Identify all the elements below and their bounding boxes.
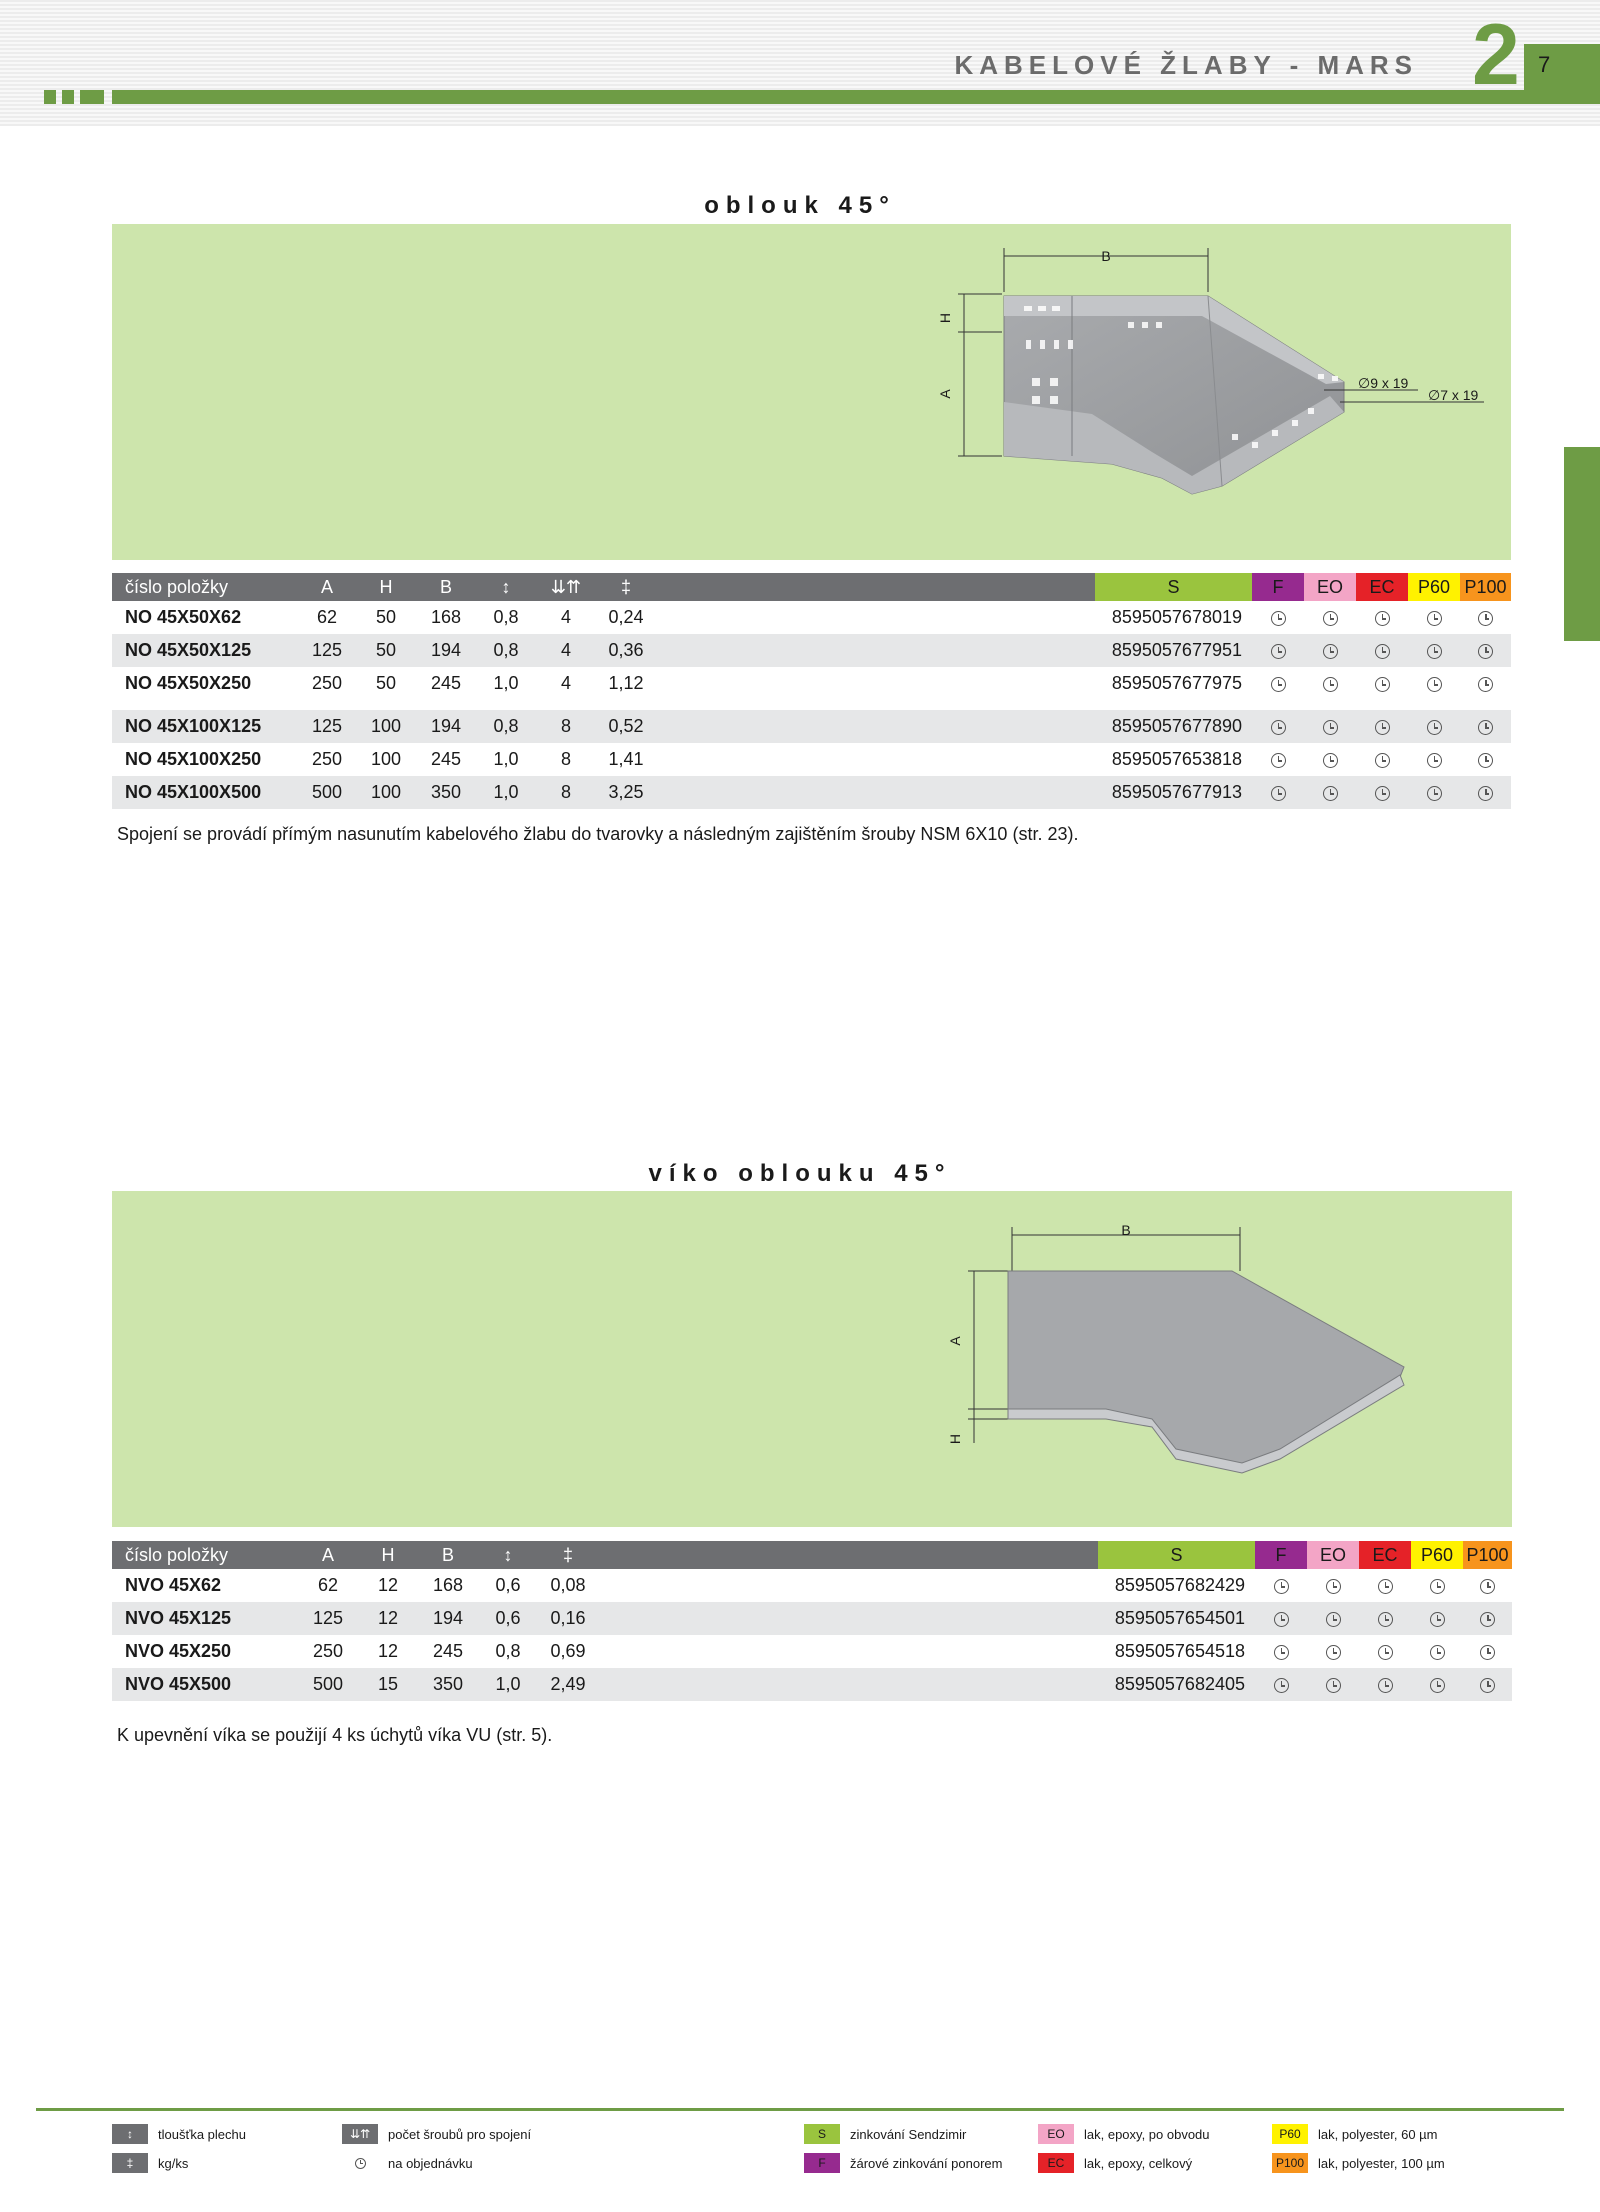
- legend-thickness: ↕ tloušťka plechu: [112, 2124, 246, 2144]
- side-tab: [1564, 447, 1600, 641]
- on-order-icon: [1274, 1612, 1289, 1627]
- col-f: F: [1255, 1541, 1307, 1569]
- on-order-icon: [1323, 753, 1338, 768]
- on-order-icon: [1323, 786, 1338, 801]
- table-row: NO 45X100X125 125 100 194 0,8 8 0,52 8595057677890: [112, 710, 1511, 743]
- col-ec: EC: [1359, 1541, 1411, 1569]
- col-h: H: [356, 573, 416, 601]
- col-name: číslo položky: [112, 573, 298, 601]
- on-order-icon: [1478, 753, 1493, 768]
- on-order-icon: [1375, 720, 1390, 735]
- legend-divider: [36, 2108, 1564, 2111]
- thickness-icon: ↕: [476, 573, 536, 601]
- on-order-icon: [1478, 720, 1493, 735]
- on-order-icon: [1378, 1645, 1393, 1660]
- table-row: NO 45X50X250 250 50 245 1,0 4 1,12 8595057677975: [112, 667, 1511, 700]
- on-order-icon: [1427, 753, 1442, 768]
- on-order-icon: [1478, 786, 1493, 801]
- cover-drawing: [112, 1191, 1512, 1527]
- section-note: K upevnění víka se použijí 4 ks úchytů víka VU (str. 5).: [117, 1725, 553, 1745]
- on-order-icon: [1323, 644, 1338, 659]
- product-image-panel: [112, 1191, 1512, 1527]
- section-title: oblouk 45°: [704, 192, 896, 219]
- screws-icon: ⇊⇈: [536, 573, 596, 601]
- on-order-icon: [1478, 677, 1493, 692]
- legend-s: S zinkování Sendzimir: [804, 2124, 966, 2144]
- on-order-icon: [1323, 611, 1338, 626]
- bend-drawing: [112, 224, 1511, 560]
- on-order-icon: [1480, 1579, 1495, 1594]
- on-order-icon: [1427, 720, 1442, 735]
- col-f: F: [1252, 573, 1304, 601]
- on-order-icon: [1375, 611, 1390, 626]
- dim-h-label: H: [937, 312, 953, 324]
- thickness-icon: ↕: [112, 2124, 148, 2144]
- spec-table: [112, 1541, 1512, 1701]
- table-row: NVO 45X125 125 12 194 0,6 0,16 8595057654501: [112, 1602, 1512, 1635]
- weight-icon: ‡: [538, 1541, 598, 1569]
- col-h: H: [358, 1541, 418, 1569]
- legend-code: F: [804, 2153, 840, 2173]
- section-note: Spojení se provádí přímým nasunutím kabelového žlabu do tvarovky a následným zajištěním šrouby NSM 6X10 (str. 23).: [117, 824, 1079, 844]
- spec-table: [112, 573, 1511, 809]
- col-p100: P100: [1463, 1541, 1512, 1569]
- on-order-icon: [1375, 753, 1390, 768]
- col-p60: P60: [1411, 1541, 1463, 1569]
- on-order-icon: [1274, 1645, 1289, 1660]
- chapter-number: 2: [1472, 7, 1520, 103]
- on-order-icon: [1326, 1579, 1341, 1594]
- col-a: A: [298, 1541, 358, 1569]
- on-order-icon: [1271, 786, 1286, 801]
- legend-p60: P60 lak, polyester, 60 µm: [1272, 2124, 1438, 2144]
- legend-p100: P100 lak, polyester, 100 µm: [1272, 2153, 1445, 2173]
- table-header: [112, 1541, 1512, 1569]
- on-order-icon: [1427, 611, 1442, 626]
- hole-label: ∅7 x 19: [1428, 387, 1479, 403]
- on-order-icon: [1427, 786, 1442, 801]
- on-order-icon: [1430, 1678, 1445, 1693]
- legend-code: EO: [1038, 2124, 1074, 2144]
- table-row: NO 45X100X250 250 100 245 1,0 8 1,41 8595057653818: [112, 743, 1511, 776]
- on-order-icon: [1326, 1612, 1341, 1627]
- legend-code: P60: [1272, 2124, 1308, 2144]
- legend-f: F žárové zinkování ponorem: [804, 2153, 1002, 2173]
- on-order-icon: [1378, 1678, 1393, 1693]
- on-order-icon: [1375, 677, 1390, 692]
- dim-b-label: B: [1121, 1222, 1131, 1238]
- thickness-icon: ↕: [478, 1541, 538, 1569]
- on-order-icon: [1326, 1678, 1341, 1693]
- legend-order: na objednávku: [342, 2153, 473, 2173]
- on-order-icon: [1375, 644, 1390, 659]
- on-order-icon: [1271, 677, 1286, 692]
- col-ec: EC: [1356, 573, 1408, 601]
- header-title: KABELOVÉ ŽLABY - MARS: [954, 50, 1418, 80]
- on-order-icon: [1274, 1579, 1289, 1594]
- col-p60: P60: [1408, 573, 1460, 601]
- on-order-icon: [1375, 786, 1390, 801]
- on-order-icon: [1478, 611, 1493, 626]
- on-order-icon: [1427, 677, 1442, 692]
- table-row: NVO 45X500 500 15 350 1,0 2,49 8595057682405: [112, 1668, 1512, 1701]
- legend-code: S: [804, 2124, 840, 2144]
- col-a: A: [298, 573, 356, 601]
- col-eo: EO: [1304, 573, 1356, 601]
- page-header: [0, 0, 1600, 126]
- on-order-icon: [1378, 1579, 1393, 1594]
- col-b: B: [418, 1541, 478, 1569]
- hole-label: ∅9 x 19: [1358, 375, 1409, 391]
- on-order-icon: [1271, 611, 1286, 626]
- header-dash: [44, 90, 56, 104]
- col-spacer: [656, 573, 1095, 601]
- weight-icon: ‡: [596, 573, 656, 601]
- table-header: [112, 573, 1511, 601]
- dim-a-label: A: [947, 1336, 963, 1346]
- on-order-icon: [1271, 753, 1286, 768]
- legend-weight: ‡ kg/ks: [112, 2153, 188, 2173]
- table-row: NO 45X100X500 500 100 350 1,0 8 3,25 8595057677913: [112, 776, 1511, 809]
- col-p100: P100: [1460, 573, 1511, 601]
- header-dash: [62, 90, 74, 104]
- table-row: NO 45X50X125 125 50 194 0,8 4 0,36 8595057677951: [112, 634, 1511, 667]
- legend-screws: ⇊⇈ počet šroubů pro spojení: [342, 2124, 531, 2144]
- on-order-icon: [1480, 1645, 1495, 1660]
- on-order-icon: [1274, 1678, 1289, 1693]
- header-dash: [80, 90, 104, 104]
- on-order-icon: [1430, 1645, 1445, 1660]
- page-tab: [1524, 44, 1600, 104]
- table-row: NVO 45X250 250 12 245 0,8 0,69 8595057654518: [112, 1635, 1512, 1668]
- page-number: 7: [1538, 52, 1551, 77]
- legend-code: P100: [1272, 2153, 1308, 2173]
- on-order-icon: [1480, 1678, 1495, 1693]
- on-order-icon: [1271, 720, 1286, 735]
- table-gap: [112, 700, 1511, 710]
- table-row: NVO 45X62 62 12 168 0,6 0,08 8595057682429: [112, 1569, 1512, 1602]
- legend-ec: EC lak, epoxy, celkový: [1038, 2153, 1192, 2173]
- col-b: B: [416, 573, 476, 601]
- product-image-panel: [112, 224, 1511, 560]
- legend-code: EC: [1038, 2153, 1074, 2173]
- on-order-icon: [1427, 644, 1442, 659]
- on-order-icon: [1430, 1579, 1445, 1594]
- dim-h-label: H: [947, 1433, 963, 1445]
- on-order-icon: [1271, 644, 1286, 659]
- legend-eo: EO lak, epoxy, po obvodu: [1038, 2124, 1210, 2144]
- col-name: číslo položky: [112, 1541, 298, 1569]
- on-order-icon: [355, 2158, 366, 2169]
- on-order-icon: [1430, 1612, 1445, 1627]
- weight-icon: ‡: [112, 2153, 148, 2173]
- on-order-icon: [1378, 1612, 1393, 1627]
- on-order-icon: [1323, 677, 1338, 692]
- header-bar: [112, 90, 1600, 104]
- on-order-icon: [1478, 644, 1493, 659]
- dim-b-label: B: [1101, 248, 1111, 264]
- dim-a-label: A: [937, 389, 953, 399]
- col-eo: EO: [1307, 1541, 1359, 1569]
- on-order-icon: [1326, 1645, 1341, 1660]
- screws-icon: ⇊⇈: [342, 2124, 378, 2144]
- col-s: S: [1098, 1541, 1255, 1569]
- section-title: víko oblouku 45°: [648, 1160, 952, 1187]
- col-spacer: [598, 1541, 1098, 1569]
- on-order-icon: [1323, 720, 1338, 735]
- col-s: S: [1095, 573, 1252, 601]
- on-order-icon: [1480, 1612, 1495, 1627]
- table-row: NO 45X50X62 62 50 168 0,8 4 0,24 8595057678019: [112, 601, 1511, 634]
